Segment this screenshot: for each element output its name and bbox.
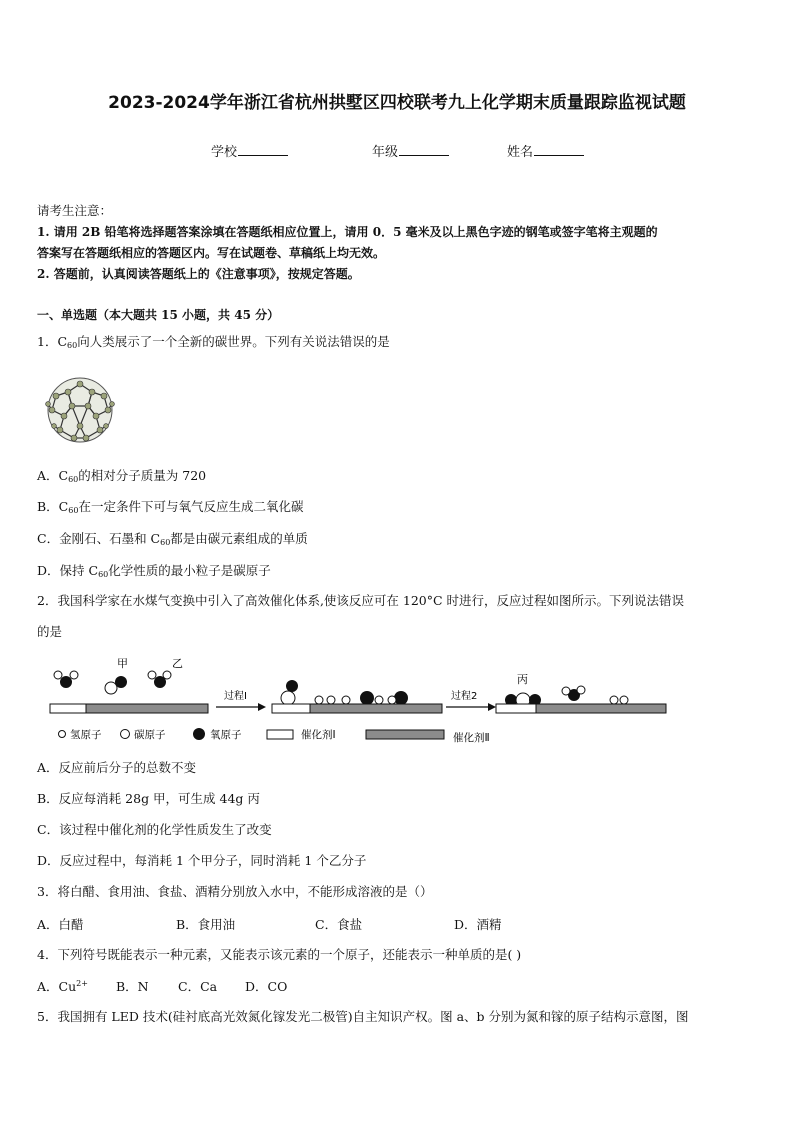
grade-blank: [399, 143, 449, 156]
q1-option-b: B．$C_{60}$在一定条件下可与氧气反应生成二氧化碳: [37, 499, 304, 515]
label-jia: 甲: [117, 657, 128, 670]
q2-option-c: C．该过程中催化剂的化学性质发生了改变: [37, 822, 272, 837]
catalyst-1-segment: [50, 704, 86, 713]
q2-option-b: B．反应每消耗 28g 甲，可生成 44g 丙: [37, 791, 260, 806]
grade-label: 年级: [372, 145, 399, 160]
h2o-molecule-yi: [148, 671, 171, 688]
grade-field: [372, 141, 449, 160]
label-bing: 丙: [517, 673, 528, 686]
q4-stem: 4．下列符号既能表示一种元素，又能表示该元素的一个原子，还能表示一种单质的是( ): [37, 947, 522, 962]
label-yi: 乙: [172, 657, 183, 670]
reaction-process-diagram: [48, 655, 668, 751]
q2-stem-line1: 2．我国科学家在水煤气变换中引入了高效催化体系,使该反应可在 120°C 时进行，反应过程如图所示。下列说法错误: [37, 593, 685, 608]
legend-cat2-label: 催化剂Ⅱ: [453, 732, 490, 744]
legend-o-icon: [193, 728, 205, 740]
legend-c-label: 碳原子: [134, 729, 166, 741]
q3-option-a: A．白醋: [37, 917, 84, 932]
legend-cat1-label: 催化剂Ⅰ: [301, 729, 336, 741]
c60-molecule-image: [40, 374, 120, 446]
legend-c-icon: [121, 730, 130, 739]
q1-stem: 1．$C_{60}$向人类展示了一个全新的碳世界。下列有关说法错误的是: [37, 334, 390, 350]
q1-option-a: A．$C_{60}$的相对分子质量为 720: [37, 468, 207, 484]
page-title: 2023-2024学年浙江省杭州拱墅区四校联考九上化学期末质量跟踪监视试题: [108, 93, 686, 113]
q2-option-a: A．反应前后分子的总数不变: [37, 760, 197, 775]
legend-cat2-swatch: [366, 730, 444, 739]
legend-cat1-swatch: [267, 730, 293, 739]
notice-line-3: 2. 答题前，认真阅读答题纸上的《注意事项》，按规定答题。: [37, 267, 360, 281]
q3-stem: 3．将白醋、食用油、食盐、酒精分别放入水中，不能形成溶液的是（）: [37, 884, 433, 899]
q3-option-c: C．食盐: [315, 917, 363, 932]
school-field: [211, 141, 288, 160]
q3-option-d: D．酒精: [454, 917, 502, 932]
label-process-1: 过程Ⅰ: [224, 691, 247, 702]
q1-option-d: D．保持 $C_{60}$化学性质的最小粒子是碳原子: [37, 563, 271, 579]
name-blank: [534, 143, 584, 156]
label-process-2: 过程2: [451, 691, 478, 702]
q5-stem: 5．我国拥有 LED 技术(硅衬底高光效氮化镓发光二极管)自主知识产权。图 a、b 分别为氮和镓的原子结构示意图，图: [37, 1009, 689, 1024]
legend-h-label: 氢原子: [70, 729, 102, 741]
q2-stem-line2: 的是: [37, 624, 63, 639]
notice-line-2: 答案写在答题纸相应的答题区内。写在试题卷、草稿纸上均无效。: [37, 246, 386, 260]
notice-heading: 请考生注意：: [37, 203, 113, 218]
co-molecule-jia: [105, 676, 127, 694]
legend-h-icon: [59, 731, 66, 738]
name-label: 姓名: [507, 145, 534, 160]
legend-o-label: 氧原子: [210, 729, 242, 741]
school-label: 学校: [211, 145, 238, 160]
q4-option-c: C．Ca: [178, 979, 218, 994]
q4-option-d: D．CO: [245, 979, 288, 994]
name-field: [507, 141, 584, 160]
h2o-molecule-left: [54, 671, 78, 688]
catalyst-2-segment: [86, 704, 208, 713]
school-blank: [238, 143, 288, 156]
notice-line-1: 1. 请用 2B 铅笔将选择题答案涂填在答题纸相应位置上，请用 0．5 毫米及以上黑色字迹的钢笔或签字笔将主观题的: [37, 225, 658, 239]
q2-option-d: D．反应过程中，每消耗 1 个甲分子，同时消耗 1 个乙分子: [37, 853, 367, 868]
q3-option-b: B．食用油: [176, 917, 236, 932]
section-heading: 一、单选题（本大题共 15 小题，共 45 分）: [37, 308, 280, 322]
q4-option-a: A．$Cu^{2+}$: [37, 979, 88, 994]
q4-option-b: B．N: [116, 979, 149, 994]
q1-option-c: C．金刚石、石墨和 $C_{60}$都是由碳元素组成的单质: [37, 531, 308, 547]
